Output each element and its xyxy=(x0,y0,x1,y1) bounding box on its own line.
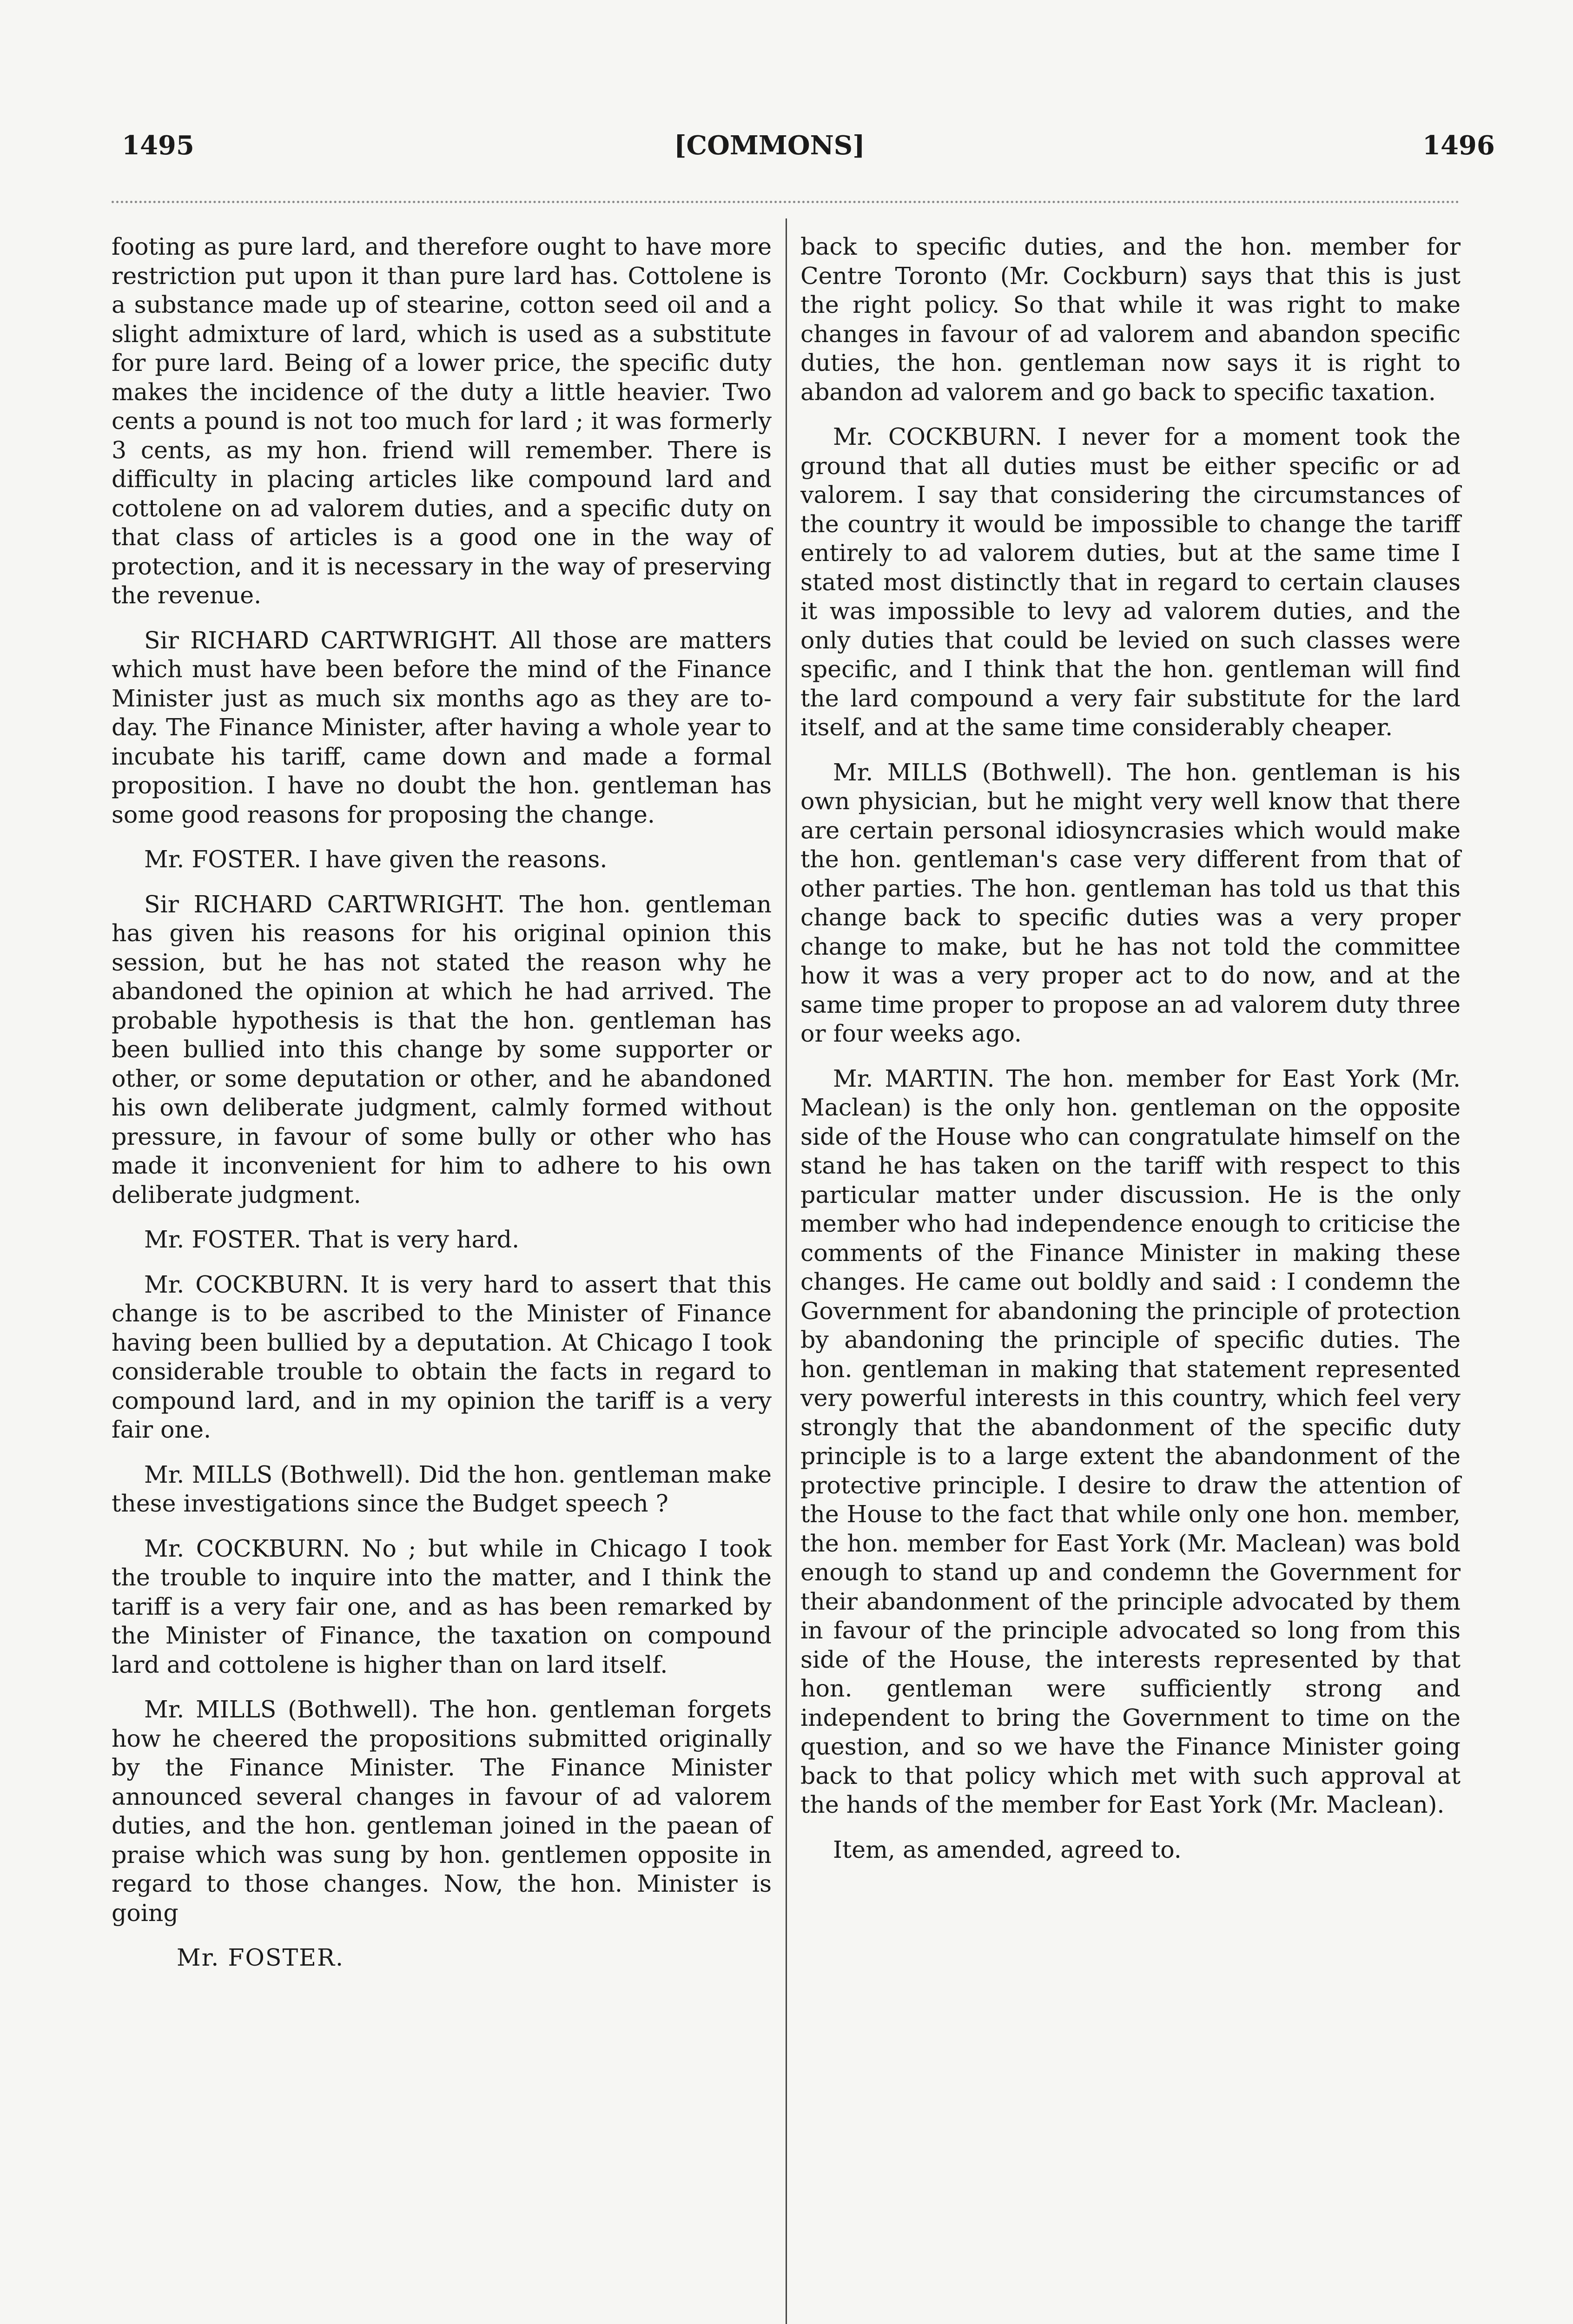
paragraph: Mr. FOSTER. That is very hard. xyxy=(144,1226,520,1253)
paragraph: Mr. COCKBURN. I never for a moment took the ground that all duties must be either specific or ad valorem. I say that considering the circumstances of the country it would be impossible to change the tariff entirely to ad valorem duties, but at the same time I stated most distinctly that in regard to certain clauses it was impossible to levy ad valorem duties, and the only duties that could be levied on such classes were specific, and I think that the hon. gentleman will find the lard compound a very fair substitute for the lard itself, and at the same time considerably cheaper. xyxy=(800,423,1461,741)
paragraph: Sir RICHARD CARTWRIGHT. The hon. gentleman has given his reasons for his original opinion this session, but he has not stated the reason why he abandoned the opinion at which he had arrived. The probable hypothesis is that the hon. gentleman has been bullied into this change by some supporter or other, or some deputation or other, and he abandoned his own deliberate judgment, calmly formed without pressure, in favour of some bully or other who has made it inconvenient for him to adhere to his own deliberate judgment. xyxy=(112,890,772,1208)
left-column xyxy=(112,232,772,1973)
paragraph: footing as pure lard, and therefore ought to have more restriction put upon it than pure lard has. Cottolene is a substance made up of stearine, cotton seed oil and a slight admixture of lard, which is used as a substitute for pure lard. Being of a lower price, the specific duty makes the incidence of the duty a little heavier. Two cents a pound is not too much for lard ; it was formerly 3 cents, as my hon. friend will remember. There is difficulty in placing articles like compound lard and cottolene on ad valorem duties, and a specific duty on that class of articles is a good one in the way of protection, and it is necessary in the way of preserving the revenue. xyxy=(112,233,772,609)
running-head: [COMMONS] xyxy=(674,130,865,161)
paragraph: Mr. COCKBURN. No ; but while in Chicago I took the trouble to inquire into the matter, and I think the tariff is a very fair one, and as has been remarked by the Minister of Finance, the taxation on compound lard and cottolene is higher than on lard itself. xyxy=(112,1534,772,1678)
paragraph: Mr. MILLS (Bothwell). Did the hon. gentleman make these investigations since the Budget speech ? xyxy=(112,1460,772,1517)
right-column xyxy=(800,232,1461,1880)
paragraph: Mr. FOSTER. I have given the reasons. xyxy=(144,845,608,873)
paragraph: Mr. MILLS (Bothwell). The hon. gentleman is his own physician, but he might very well know that there are certain personal idiosyncrasies which would make the hon. gentleman's case very different from that of other parties. The hon. gentleman has told us that this change back to specific duties was a very proper change to make, but he has not told the committee how it was a very proper act to do now, and at the same time proper to propose an ad valorem duty three or four weeks ago. xyxy=(800,758,1461,1047)
header-rule xyxy=(112,201,1460,203)
paragraph: Mr. MARTIN. The hon. member for East York (Mr. Maclean) is the only hon. gentleman on the opposite side of the House who can congratulate himself on the stand he has taken on the tariff with respect to this particular matter under discussion. He is the only member who had independence enough to criticise the comments of the Finance Minister in making these changes. He came out boldly and said : I condemn the Government for abandoning the principle of protection by abandoning the principle of specific duties. The hon. gentleman in making that statement represented very powerful interests in this country, which feel very strongly that the abandonment of the specific duty principle is to a large extent the abandonment of the protective principle. I desire to draw the attention of the House to the fact that while only one hon. member, the hon. member for East York (Mr. Maclean) was bold enough to stand up and condemn the Government for their abandonment of the principle advocated by them in favour of the principle advocated so long from this side of the House, the interests represented by that hon. gentleman were sufficiently strong and independent to bring the Government to time on the question, and so we have the Finance Minister going back to that policy which met with such approval at the hands of the member for East York (Mr. Maclean). xyxy=(800,1064,1461,1818)
page-number-left: 1495 xyxy=(122,130,194,161)
paragraph: Item, as amended, agreed to. xyxy=(833,1835,1182,1863)
paragraph: Mr. COCKBURN. It is very hard to assert that this change is to be ascribed to the Minister of Finance having been bullied by a deputation. At Chicago I took considerable trouble to obtain the facts in regard to compound lard, and in my opinion the tariff is a very fair one. xyxy=(112,1270,772,1443)
page-header xyxy=(0,130,1573,172)
paragraph: back to specific duties, and the hon. member for Centre Toronto (Mr. Cockburn) says that this is just the right policy. So that while it was right to make changes in favour of ad valorem and abandon specific duties, the hon. gentleman now says it is right to abandon ad valorem and go back to specific taxation. xyxy=(800,233,1461,406)
paragraph: Sir RICHARD CARTWRIGHT. All those are matters which must have been before the mind of the Finance Minister just as much six months ago as they are to-day. The Finance Minister, after having a whole year to incubate his tariff, came down and made a formal proposition. I have no doubt the hon. gentleman has some good reasons for proposing the change. xyxy=(112,626,772,828)
paragraph: Mr. MILLS (Bothwell). The hon. gentleman forgets how he cheered the propositions submitted originally by the Finance Minister. The Finance Minister announced several changes in favour of ad valorem duties, and the hon. gentleman joined in the paean of praise which was sung by hon. gentlemen opposite in regard to those changes. Now, the hon. Minister is going xyxy=(112,1696,772,1927)
catchword: Mr. FOSTER. xyxy=(177,1944,344,1971)
column-divider xyxy=(786,218,787,2324)
page-number-right: 1496 xyxy=(1422,130,1495,161)
